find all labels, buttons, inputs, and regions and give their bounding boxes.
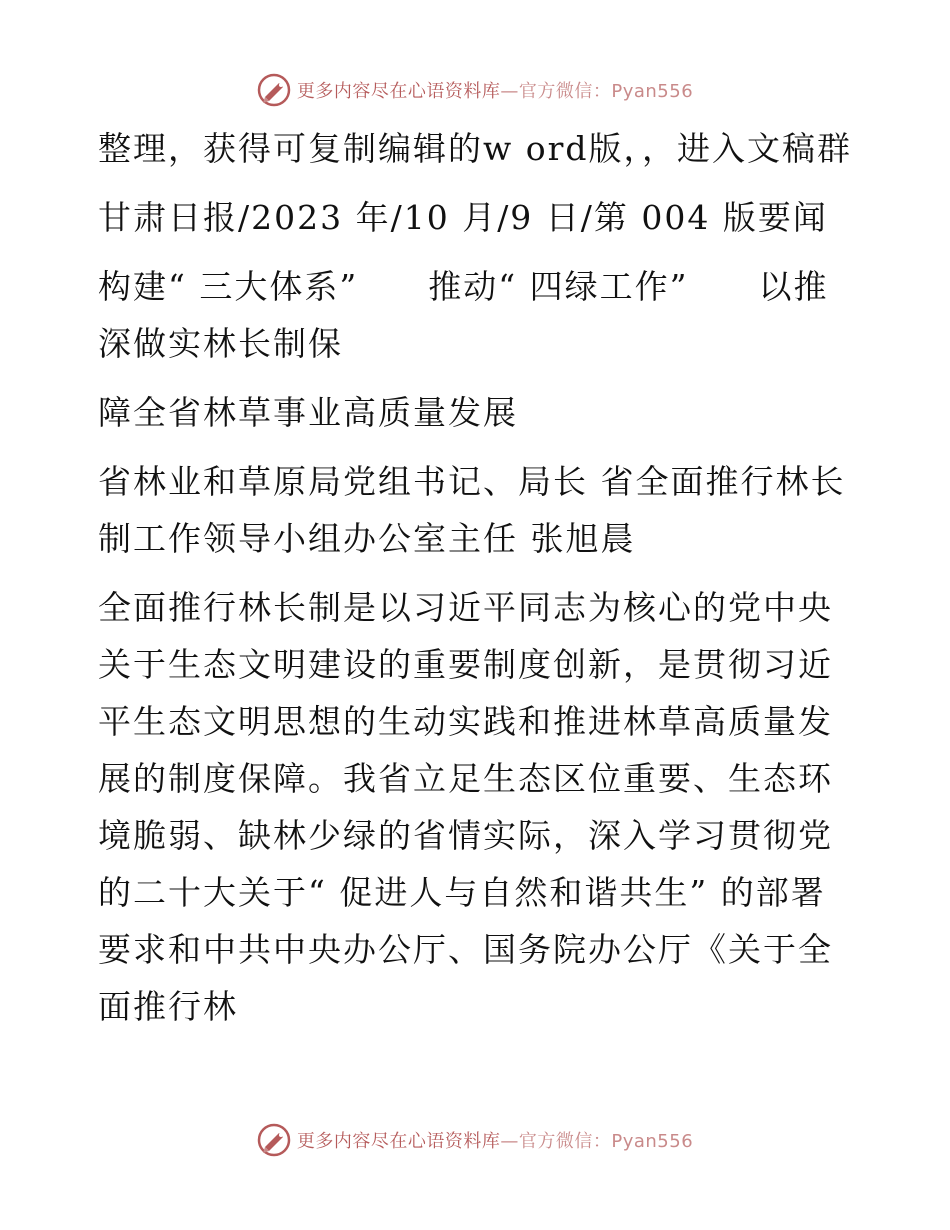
watermark-id: Pyan556 (611, 81, 694, 102)
intro-note: 整理，获得可复制编辑的w ord版，，进入文稿群 (98, 129, 853, 168)
article-title: 构建“ 三大体系” 推动“ 四绿工作” 以推深做实林长制保 (98, 267, 829, 363)
watermark-text (297, 1127, 693, 1153)
article-title-continued: 障全省林草事业高质量发展 (98, 393, 518, 432)
watermark-id: Pyan556 (611, 1131, 694, 1152)
pen-logo-icon (257, 1123, 291, 1157)
watermark-main: 更多内容尽在心语资料库 (296, 1131, 501, 1152)
body-paragraph: 全面推行林长制是以习近平同志为核心的党中央关于生态文明建设的重要制度创新，是贯彻习近平生态文明思想的生动实践和推进林草高质量发展的制度保障。我省立足生态区位重要、生态环境脆弱、缺林少绿的省情实际，深入学习贯彻党的二十大关于“ 促进人与自然和谐共生” 的部署要求和中共中央办公厅、国务院办公厅《关于全面推行林 (98, 588, 833, 1026)
watermark-sep: —官方微信： (500, 81, 612, 102)
document-body (98, 120, 858, 1047)
pen-logo-icon (257, 73, 291, 107)
watermark-main: 更多内容尽在心语资料库 (296, 81, 501, 102)
footer-watermark (0, 1120, 950, 1160)
author-line: 省林业和草原局党组书记、局长 省全面推行林长制工作领导小组办公室主任 张旭晨 (98, 462, 846, 558)
watermark-text (297, 77, 693, 103)
source-line: 甘肃日报/2023 年/10 月/9 日/第 004 版要闻 (98, 198, 828, 237)
header-watermark (0, 70, 950, 110)
watermark-sep: —官方微信： (500, 1131, 612, 1152)
